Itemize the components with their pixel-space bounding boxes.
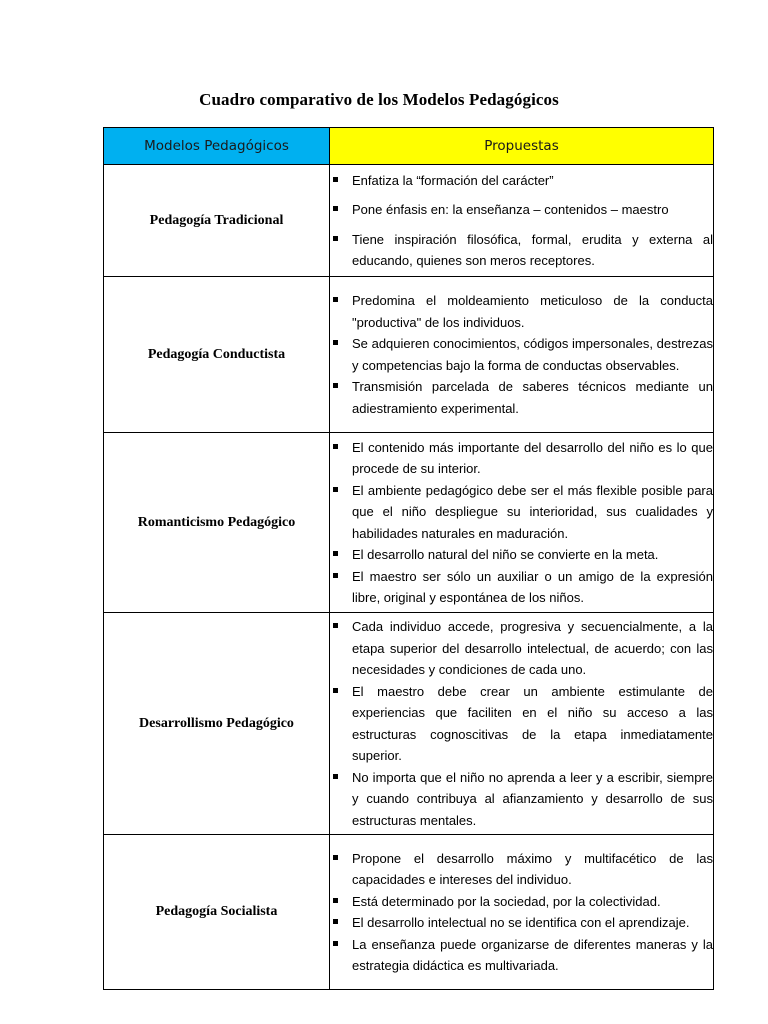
list-item	[330, 891, 713, 913]
table-row	[104, 835, 714, 990]
model-name-cell: Pedagogía Socialista	[104, 835, 330, 990]
proposal-text: La enseñanza puede organizarse de diferentes maneras y la estrategia didáctica es multivariada.	[352, 936, 713, 973]
proposal-text: Predomina el moldeamiento meticuloso de la conducta "productiva" de los individuos.	[352, 293, 713, 330]
proposals-cell	[330, 277, 714, 433]
list-item	[330, 480, 713, 545]
bullet-square-icon	[333, 177, 338, 182]
bullet-square-icon	[333, 236, 338, 241]
proposals-list	[330, 437, 713, 609]
proposal-text: Tiene inspiración filosófica, formal, erudita y externa al educando, quienes son meros receptores.	[352, 231, 713, 268]
list-item	[330, 333, 713, 376]
document-title-text: Cuadro comparativo de los Modelos Pedagógicos	[199, 90, 559, 109]
bullet-square-icon	[333, 340, 338, 345]
proposals-cell	[330, 613, 714, 835]
table-row	[104, 277, 714, 433]
proposal-text: Se adquieren conocimientos, códigos impersonales, destrezas y competencias bajo la forma de conductas observables.	[352, 336, 713, 373]
document-title	[0, 90, 768, 110]
model-name-cell: Pedagogía Conductista	[104, 277, 330, 433]
list-item	[330, 934, 713, 977]
bullet-square-icon	[333, 383, 338, 388]
list-item	[330, 229, 713, 272]
proposals-list	[330, 170, 713, 272]
list-item	[330, 199, 713, 221]
table-row	[104, 165, 714, 277]
proposal-text: El desarrollo natural del niño se convierte en la meta.	[352, 547, 659, 562]
bullet-square-icon	[333, 551, 338, 556]
proposals-cell	[330, 165, 714, 277]
header-models: Modelos Pedagógicos	[104, 128, 330, 165]
proposal-text: Propone el desarrollo máximo y multifacético de las capacidades e intereses del individuo.	[352, 850, 713, 887]
bullet-square-icon	[333, 623, 338, 628]
proposal-text: Pone énfasis en: la enseñanza – contenidos – maestro	[352, 202, 669, 217]
proposals-list	[330, 848, 713, 977]
proposals-cell	[330, 835, 714, 990]
proposal-text: El maestro ser sólo un auxiliar o un amigo de la expresión libre, original y espontánea de los niños.	[352, 568, 713, 605]
proposal-text: Transmisión parcelada de saberes técnicos mediante un adiestramiento experimental.	[352, 379, 713, 416]
bullet-square-icon	[333, 487, 338, 492]
model-name-cell: Romanticismo Pedagógico	[104, 433, 330, 613]
bullet-square-icon	[333, 774, 338, 779]
bullet-square-icon	[333, 206, 338, 211]
bullet-square-icon	[333, 444, 338, 449]
bullet-square-icon	[333, 898, 338, 903]
bullet-square-icon	[333, 573, 338, 578]
list-item	[330, 912, 713, 934]
proposals-cell	[330, 433, 714, 613]
bullet-square-icon	[333, 919, 338, 924]
table-row	[104, 433, 714, 613]
bullet-square-icon	[333, 688, 338, 693]
list-item	[330, 376, 713, 419]
proposal-text: Enfatiza la “formación del carácter”	[352, 172, 554, 188]
model-name-cell: Pedagogía Tradicional	[104, 165, 330, 277]
list-item	[330, 566, 713, 609]
list-item	[330, 544, 713, 566]
list-item	[330, 848, 713, 891]
comparison-table	[103, 127, 714, 990]
list-item	[330, 681, 713, 767]
bullet-square-icon	[333, 941, 338, 946]
list-item	[330, 170, 713, 192]
proposal-text: Cada individuo accede, progresiva y secuencialmente, a la etapa superior del desarrollo intelectual, de acuerdo; con las necesidades y condiciones de cada uno.	[352, 619, 713, 677]
proposals-list	[330, 290, 713, 419]
list-item	[330, 616, 713, 681]
list-item	[330, 437, 713, 480]
proposal-text: No importa que el niño no aprenda a leer y a escribir, siempre y cuando contribuya al afianzamiento y desarrollo de sus estructuras mentales.	[352, 769, 713, 828]
bullet-square-icon	[333, 297, 338, 302]
table-row	[104, 613, 714, 835]
list-item	[330, 767, 713, 832]
proposal-text: El ambiente pedagógico debe ser el más flexible posible para que el niño despliegue su interioridad, sus cualidades y habilidades naturales en maduración.	[352, 482, 713, 541]
proposal-text: El contenido más importante del desarrollo del niño es lo que procede de su interior.	[352, 439, 713, 476]
proposal-text: El desarrollo intelectual no se identifica con el aprendizaje.	[352, 915, 690, 930]
proposals-list	[330, 616, 713, 831]
header-proposals: Propuestas	[330, 128, 714, 165]
proposal-text: Está determinado por la sociedad, por la colectividad.	[352, 893, 661, 909]
model-name-cell: Desarrollismo Pedagógico	[104, 613, 330, 835]
proposal-text: El maestro debe crear un ambiente estimulante de experiencias que faciliten en el niño su acceso a las estructuras cognoscitivas de la etapa inmediatamente superior.	[352, 683, 713, 763]
list-item	[330, 290, 713, 333]
bullet-square-icon	[333, 855, 338, 860]
table-header-row	[104, 128, 714, 165]
